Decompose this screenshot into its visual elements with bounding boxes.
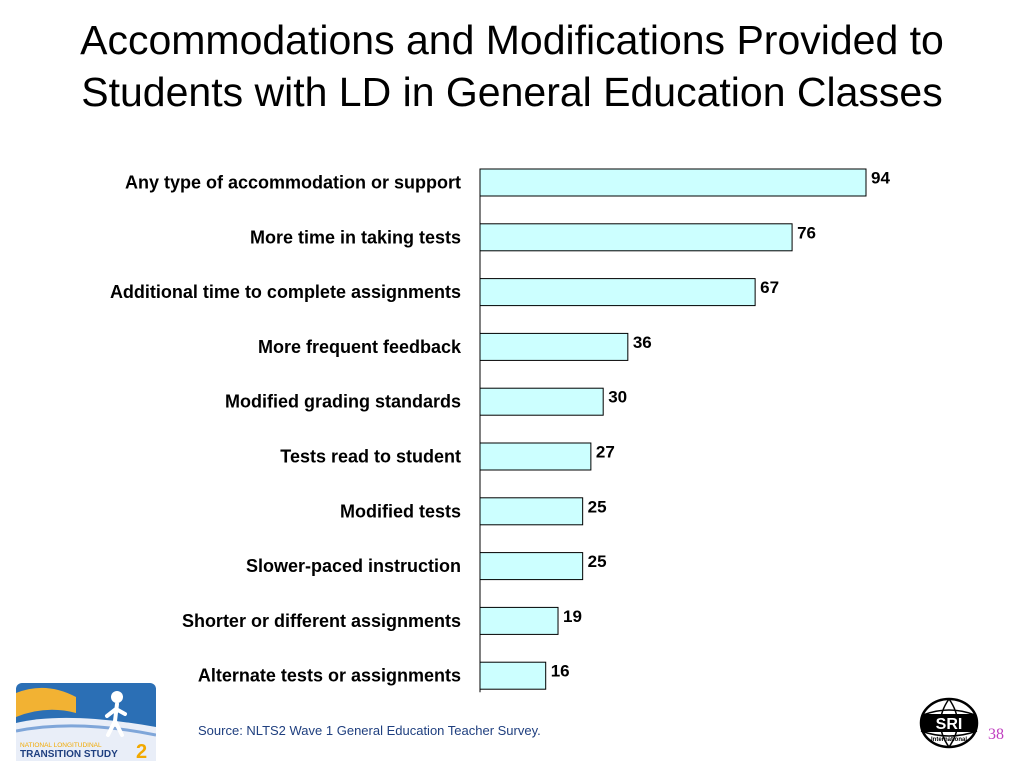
category-label: More frequent feedback	[257, 336, 461, 357]
bar	[480, 443, 591, 470]
bar	[480, 388, 603, 415]
data-label: 16	[550, 661, 570, 681]
category-label: Tests read to student	[280, 446, 461, 467]
data-label: 19	[563, 606, 582, 626]
sri-logo	[918, 697, 980, 753]
nlts2-logo-line1: NATIONAL LONGITUDINAL	[20, 742, 102, 749]
bar	[480, 279, 755, 306]
bar	[480, 169, 866, 196]
nlts2-logo	[16, 683, 156, 761]
category-label: Modified grading standards	[224, 391, 461, 412]
data-label: 25	[587, 497, 607, 517]
page-number: 38	[988, 726, 1004, 743]
data-label: 94	[871, 168, 890, 188]
nlts2-logo-number: 2	[136, 741, 148, 761]
category-label: Any type of accommodation or support	[124, 172, 461, 193]
bar	[480, 553, 583, 580]
data-label: 25	[587, 552, 607, 572]
bar	[480, 662, 546, 689]
bar	[480, 498, 583, 525]
bar	[480, 224, 792, 251]
category-label: More time in taking tests	[249, 227, 461, 248]
category-label: Additional time to complete assignments	[109, 282, 461, 303]
category-label: Alternate tests or assignments	[197, 665, 461, 686]
sri-logo-text: SRI	[935, 716, 963, 733]
data-label: 27	[595, 442, 615, 462]
category-label: Modified tests	[339, 501, 461, 522]
bar	[480, 607, 558, 634]
category-label: Shorter or different assignments	[181, 610, 461, 631]
source-note: Source: NLTS2 Wave 1 General Education Teacher Survey.	[198, 723, 541, 738]
data-label: 36	[632, 332, 652, 352]
bar	[480, 333, 628, 360]
nlts2-logo-line2: TRANSITION STUDY	[20, 749, 118, 760]
sri-logo-subtext: International	[930, 737, 968, 743]
data-label: 76	[797, 223, 817, 243]
data-label: 67	[760, 278, 780, 298]
category-label: Slower-paced instruction	[245, 556, 461, 577]
slide-title: Accommodations and Modifications Provided to Students with LD in General Education Classes	[80, 17, 944, 115]
data-label: 30	[608, 387, 628, 407]
